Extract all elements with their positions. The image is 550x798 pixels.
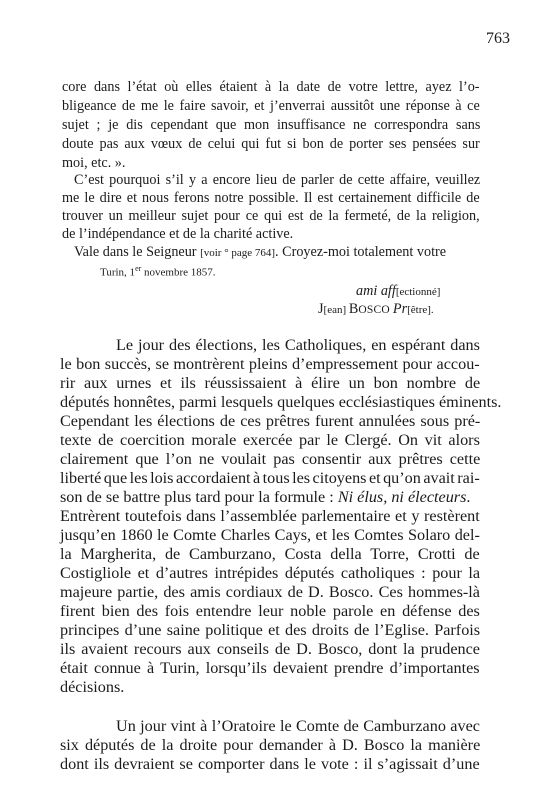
letter-line: de l’indépendance et de la charité active. [62, 226, 294, 242]
para1-line: clairement que l’on ne voulait pas consentir aux prêtres cette [60, 450, 481, 468]
para1-line: texte de coercition morale exercée par le Clergé. On vit alors [60, 431, 480, 449]
letter-line: moi, etc. ». [62, 155, 126, 171]
para1-line: firent bien des fois entendre leur noble parole en défense des [60, 602, 480, 620]
para1-line: Costigliole et d’autres intrépides députés catholiques : pour la [60, 564, 481, 582]
ami-bracket: [ectionné] [395, 286, 441, 298]
para1-line: principes d’une saine politique et des droits de l’Eglise. Parfois [60, 621, 481, 639]
para1-line: Le jour des élections, les Catholiques, en espérant dans [116, 336, 480, 354]
para1-line: députés honnêtes, parmi lesquels quelques ecclésiastiques éminents. [60, 393, 502, 411]
letter-line: C’est pourquoi s’il y a encore lieu de parler de cette affaire, veuillez [74, 172, 481, 188]
para1-line-formula [60, 488, 470, 507]
signature [318, 301, 434, 318]
closing-ami [356, 283, 440, 300]
letter-line: me le dire et nous ferons notre possible. Il est certainement difficile de [62, 190, 480, 206]
letter-line: sujet ; je dis cependant que mon insuffisance ne correspondra sans [62, 117, 481, 133]
page-number: 763 [486, 30, 510, 47]
letter-date [100, 264, 216, 279]
para2-line: dont ils devraient se comporter dans le vote : il s’agissait d’une [60, 755, 480, 773]
letter-line: bligeance de me le faire savoir, et j’enverrai aussitôt une réponse à ce [62, 98, 480, 114]
letter-line: doute pas aux vœux de celui qui fut si bon de porter ses pensées sur [62, 136, 480, 152]
sig-title-bracket: [être]. [407, 304, 434, 316]
para2-line: Un jour vint à l’Oratoire le Comte de Camburzano avec [116, 717, 480, 735]
page-reference: [voir ° page 764] [200, 247, 276, 259]
para1-line: décisions. [60, 678, 125, 696]
formula-text: Ni élus, ni électeurs [337, 488, 467, 506]
letter-line: core dans l’état où elles étaient à la date de votre lettre, ayez l’o- [62, 79, 480, 95]
vale-line [74, 244, 446, 261]
para1-line: rir aux urnes et ils réussissaient à élire un bon nombre de [60, 374, 481, 392]
sig-surname-initial: B [348, 301, 359, 317]
vale-text: Vale dans le Seigneur [74, 244, 201, 260]
para1-line: jusqu’en 1860 le Comte Charles Cays, et les Comtes Solaro del- [60, 526, 480, 544]
para1-line: Entrèrent toutefois dans l’assemblée parlementaire et y restèrent [60, 507, 480, 525]
para1-line: liberté que les lois accordaient à tous les citoyens et qu’on avait rai- [60, 469, 480, 487]
ami-text: ami aff [356, 283, 396, 299]
date-superscript: er [135, 264, 142, 273]
date-text: Turin, 1 [100, 266, 136, 279]
formula-end: . [466, 488, 471, 506]
para1-text: son de se battre plus tard pour la formule : [60, 488, 338, 506]
vale-text-end: . Croyez-moi totalement votre [275, 244, 447, 260]
sig-title: Pr [392, 301, 408, 317]
sig-initial: J [318, 301, 324, 317]
para1-line: la Margherita, de Camburzano, Costa della Torre, Crotti de [60, 545, 480, 563]
para1-line: le bon succès, se montrèrent pleins d’empressement pour accou- [60, 355, 480, 373]
para1-line: était connue à Turin, lorsqu’ils devaient prendre d’importantes [60, 659, 480, 677]
para2-line: six députés de la droite pour demander à D. Bosco la manière [60, 736, 481, 754]
para1-line: Cependant les élections de ces prêtres furent annulées sous pré- [60, 412, 481, 430]
date-text-end: novembre 1857. [141, 266, 216, 279]
para1-line: majeure partie, des amis cordiaux de D. Bosco. Ces hommes-là [60, 583, 480, 601]
letter-line: trouver un meilleur sujet pour ce qui est de la fermeté, de la religion, [62, 208, 480, 224]
sig-bracket: [ean] [323, 304, 349, 316]
para1-line: ils avaient recours aux conseils de D. Bosco, dont la prudence [60, 640, 480, 658]
sig-surname: OSCO [358, 304, 393, 316]
